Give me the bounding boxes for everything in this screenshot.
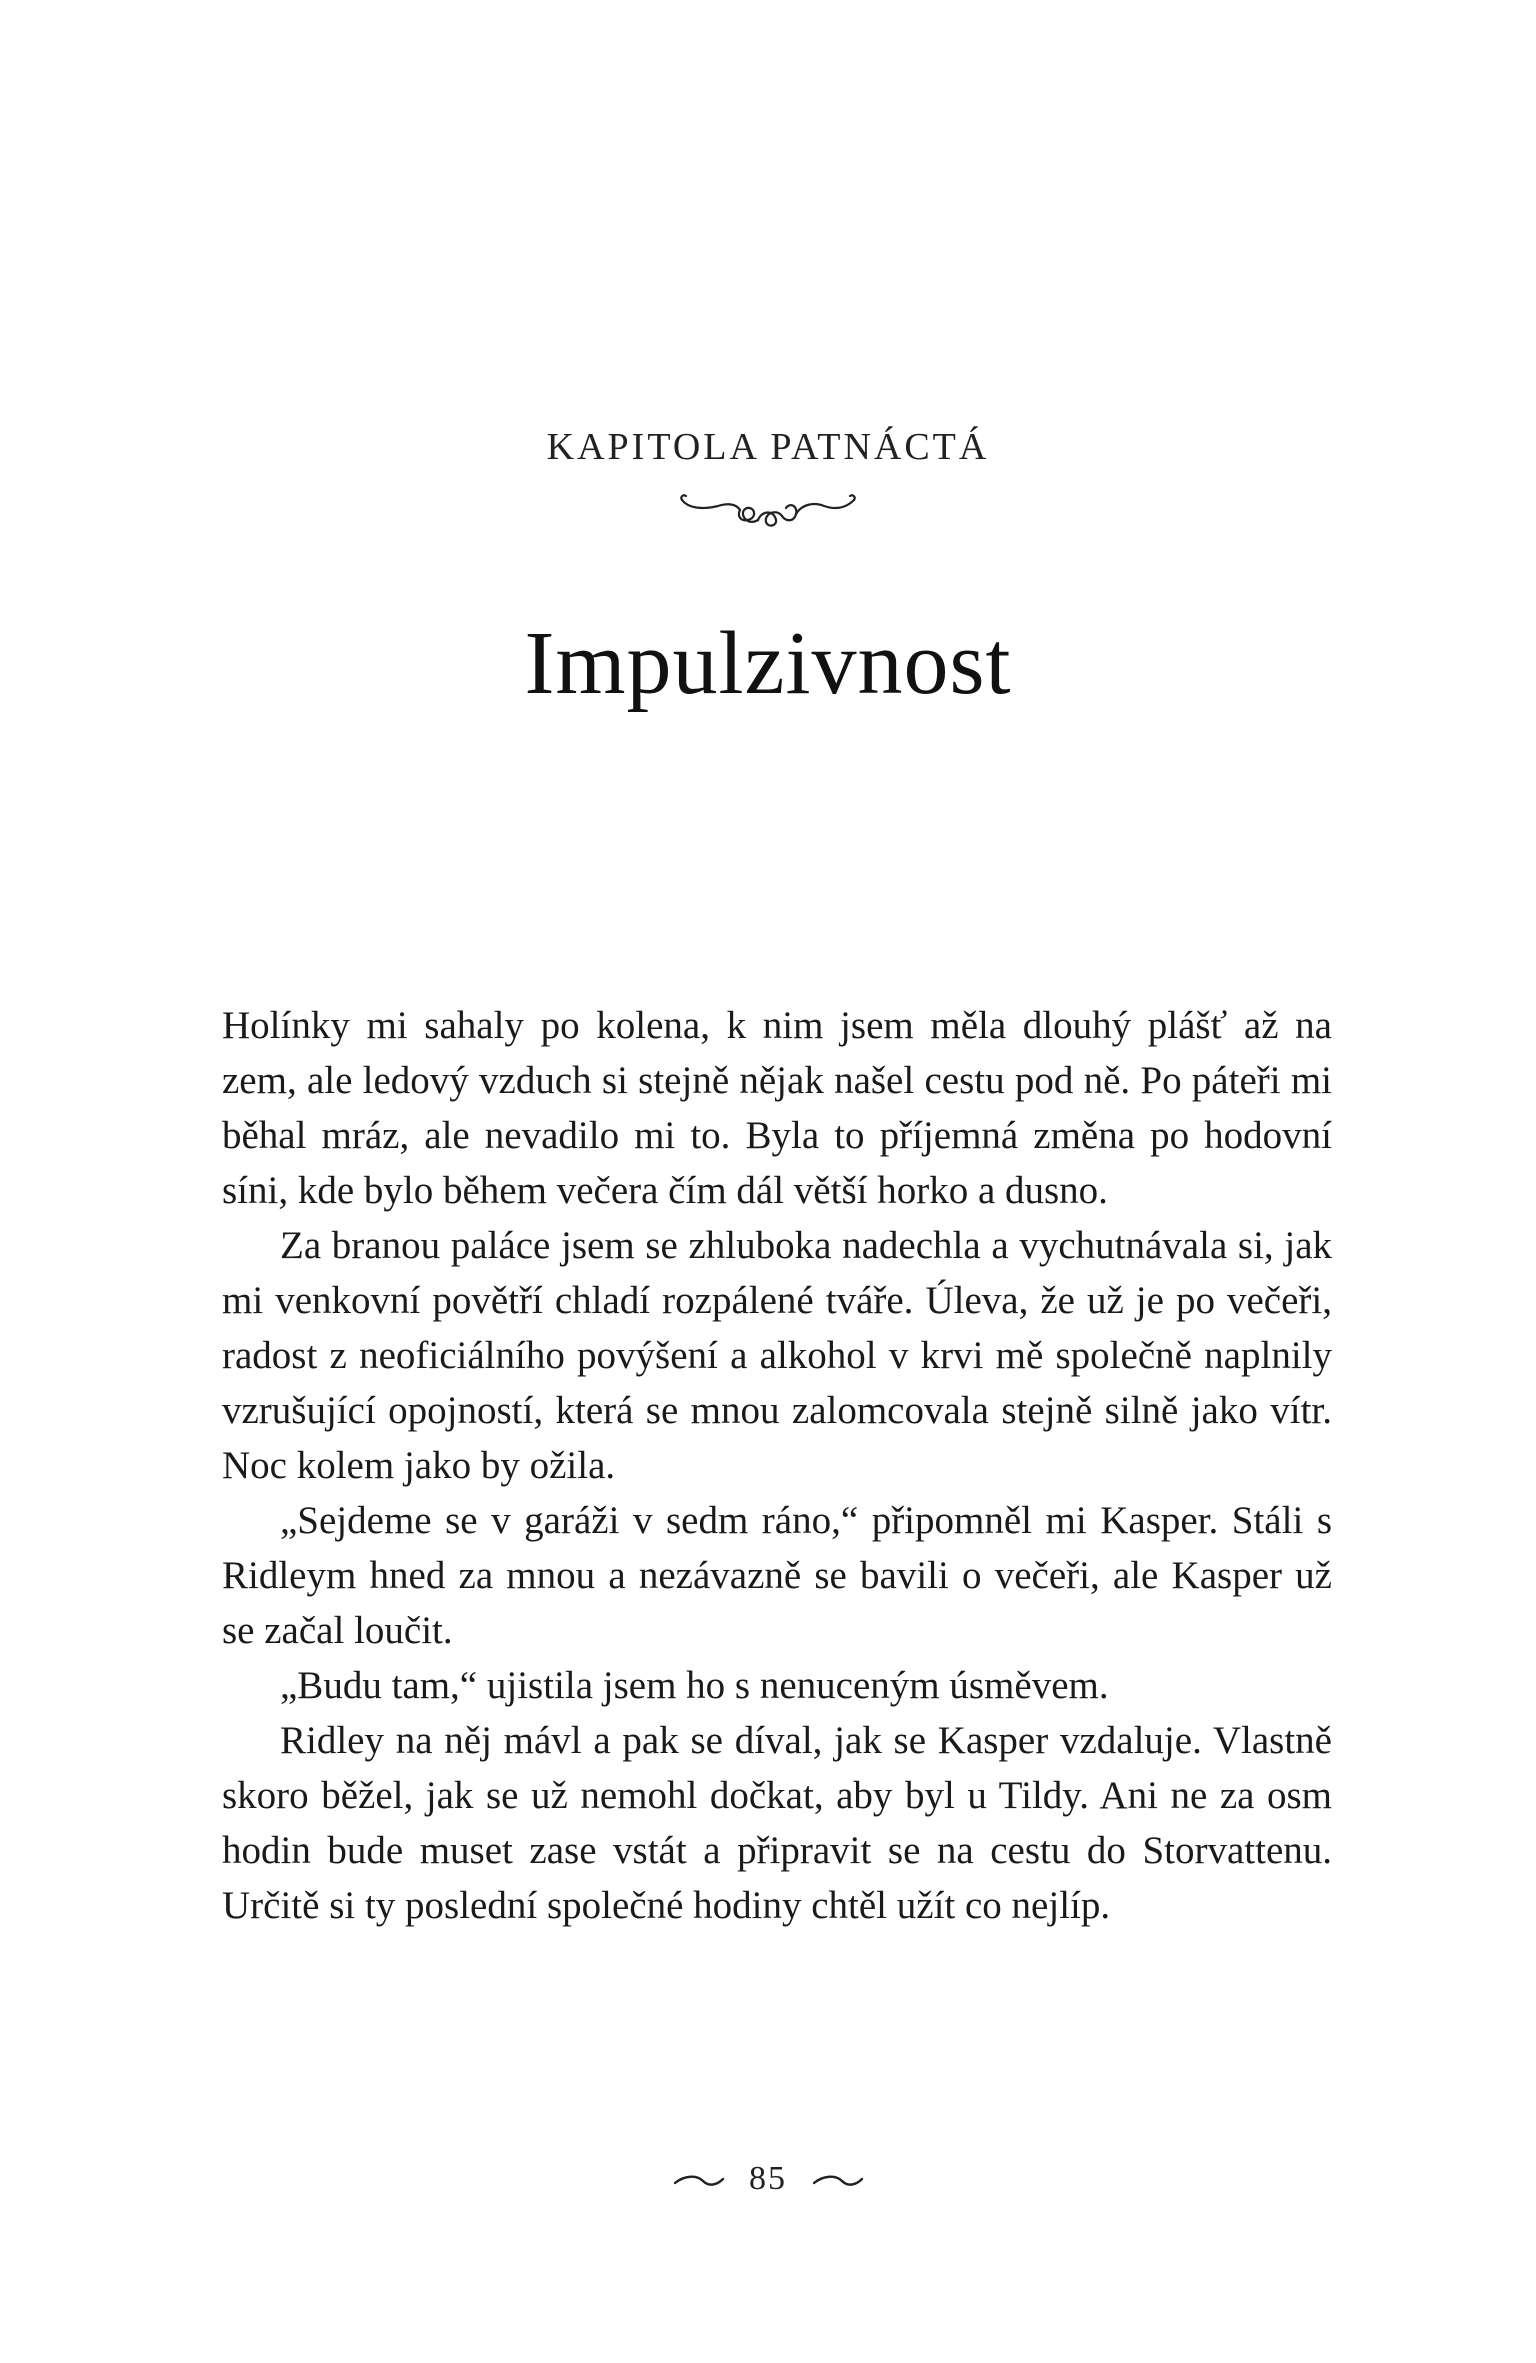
paragraph-3: „Sejdeme se v garáži v sedm ráno,“ připomněl mi Kasper. Stáli s Ridleym hned za mnou a nezávazně se bavili o večeři, ale Kasper už se začal loučit. bbox=[222, 1499, 1332, 1652]
tilde-dash-right-icon bbox=[812, 2173, 864, 2189]
page-number: 85 bbox=[749, 2160, 787, 2197]
body-text bbox=[222, 998, 1332, 1933]
page-footer bbox=[0, 2160, 1536, 2198]
paragraph-4: „Budu tam,“ ujistila jsem ho s nenuceným úsměvem. bbox=[280, 1664, 1109, 1707]
paragraph-2: Za branou paláce jsem se zhluboka nadechla a vychutnávala si, jak mi venkovní povětří chladí rozpálené tváře. Úleva, že už je po večeři, radost z neoficiálního povýšení a alkohol v krvi mě společně naplnily vzrušující opojností, která se mnou zalomcovala stejně silně jako vítr. Noc kolem jako by ožila. bbox=[222, 1224, 1332, 1487]
chapter-label: KAPITOLA PATNÁCTÁ bbox=[546, 426, 990, 468]
paragraph-5: Ridley na něj mávl a pak se díval, jak se Kasper vzdaluje. Vlastně skoro běžel, jak se už nemohl dočkat, aby byl u Tildy. Ani ne za osm hodin bude muset zase vstát a připravit se na cestu do Storvattenu. Určitě si ty poslední společné hodiny chtěl užít co nejlíp. bbox=[222, 1719, 1332, 1927]
scroll-flourish-icon bbox=[678, 488, 858, 532]
paragraph-1: Holínky mi sahaly po kolena, k nim jsem měla dlouhý plášť až na zem, ale ledový vzduch si stejně nějak našel cestu pod ně. Po páteři mi běhal mráz, ale nevadilo mi to. Byla to příjemná změna po hodovní síni, kde bylo během večera čím dál větší horko a dusno. bbox=[222, 1004, 1332, 1212]
chapter-title: Impulzivnost bbox=[524, 614, 1012, 713]
tilde-dash-left-icon bbox=[673, 2173, 725, 2189]
